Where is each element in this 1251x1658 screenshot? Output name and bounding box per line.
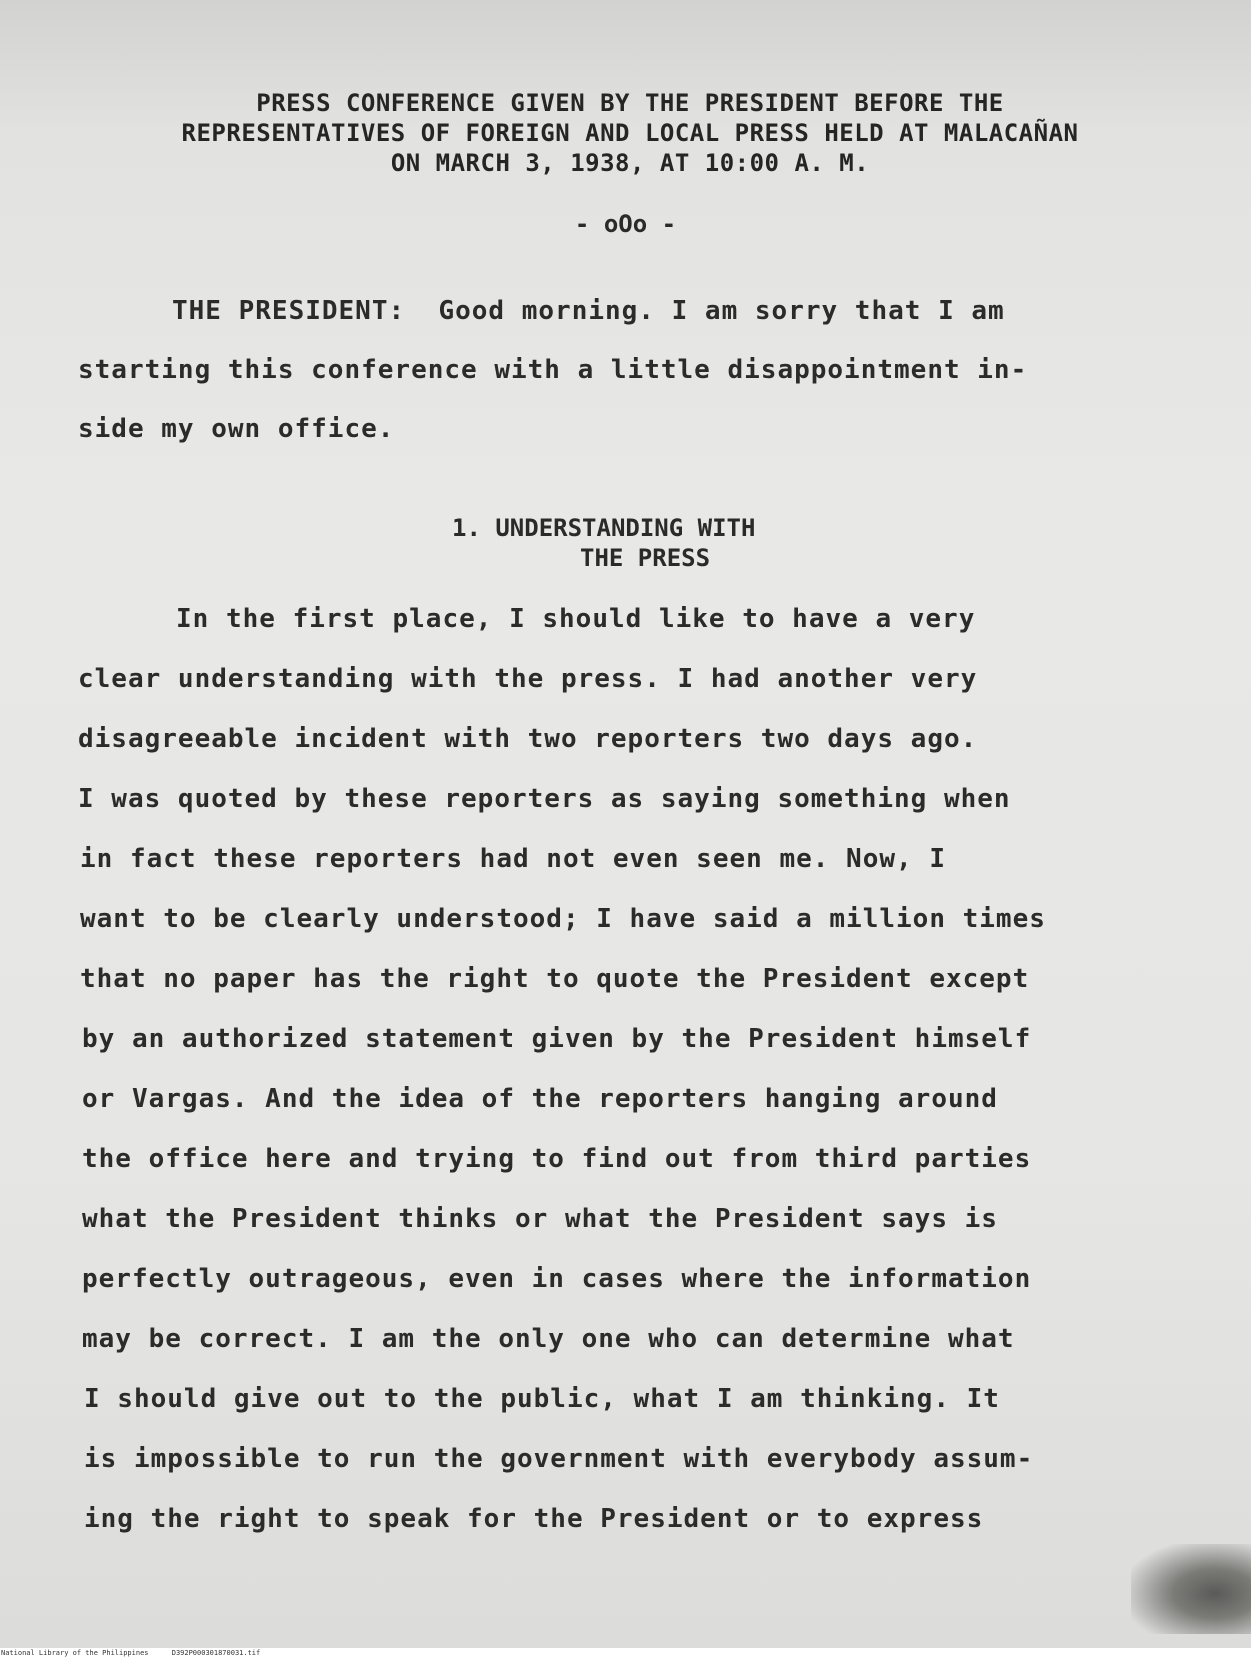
archive-footer: [0, 1648, 1251, 1658]
body-line-1: In the first place, I should like to have a very: [176, 604, 976, 634]
body-line-6: want to be clearly understood; I have said a million times: [80, 904, 1046, 934]
body-line-15: is impossible to run the government with everybody assum-: [84, 1444, 1034, 1474]
intro-line-1: [172, 296, 1005, 326]
body-line-4: I was quoted by these reporters as saying something when: [78, 784, 1011, 814]
footer-library: National Library of the Philippines: [1, 1649, 149, 1657]
section-heading-line-1: 1. UNDERSTANDING WITH: [452, 514, 756, 542]
body-line-5: in fact these reporters had not even seen me. Now, I: [80, 844, 946, 874]
title-line-3: ON MARCH 3, 1938, AT 10:00 A. M.: [390, 149, 870, 177]
paper-stain: [1131, 1544, 1251, 1634]
speaker-label: THE PRESIDENT:: [172, 296, 406, 326]
body-line-12: perfectly outrageous, even in cases where the information: [82, 1264, 1032, 1294]
title-line-1: PRESS CONFERENCE GIVEN BY THE PRESIDENT BEFORE THE: [256, 89, 1004, 117]
footer-filename: D392P000301870031.tif: [171, 1649, 261, 1657]
body-line-9: or Vargas. And the idea of the reporters hanging around: [82, 1084, 998, 1114]
document-title: [60, 88, 1200, 178]
body-line-2: clear understanding with the press. I had another very: [78, 664, 978, 694]
body-line-16: ing the right to speak for the President or to express: [84, 1504, 984, 1534]
body-line-8: by an authorized statement given by the President himself: [82, 1024, 1032, 1054]
title-line-2: REPRESENTATIVES OF FOREIGN AND LOCAL PRESS HELD AT MALACAÑAN: [181, 119, 1079, 147]
body-line-11: what the President thinks or what the President says is: [82, 1204, 998, 1234]
separator: - oOo -: [574, 210, 677, 238]
section-heading-line-2: THE PRESS: [580, 544, 711, 572]
intro-line-3: side my own office.: [78, 414, 395, 444]
body-line-10: the office here and trying to find out from third parties: [82, 1144, 1032, 1174]
body-line-13: may be correct. I am the only one who can determine what: [82, 1324, 1015, 1354]
body-line-7: that no paper has the right to quote the President except: [80, 964, 1030, 994]
body-line-14: I should give out to the public, what I am thinking. It: [84, 1384, 1000, 1414]
body-line-3: disagreeable incident with two reporters two days ago.: [78, 724, 978, 754]
intro-line-2: starting this conference with a little disappointment in-: [78, 355, 1028, 385]
intro-text-1: Good morning. I am sorry that I am: [438, 296, 1005, 326]
